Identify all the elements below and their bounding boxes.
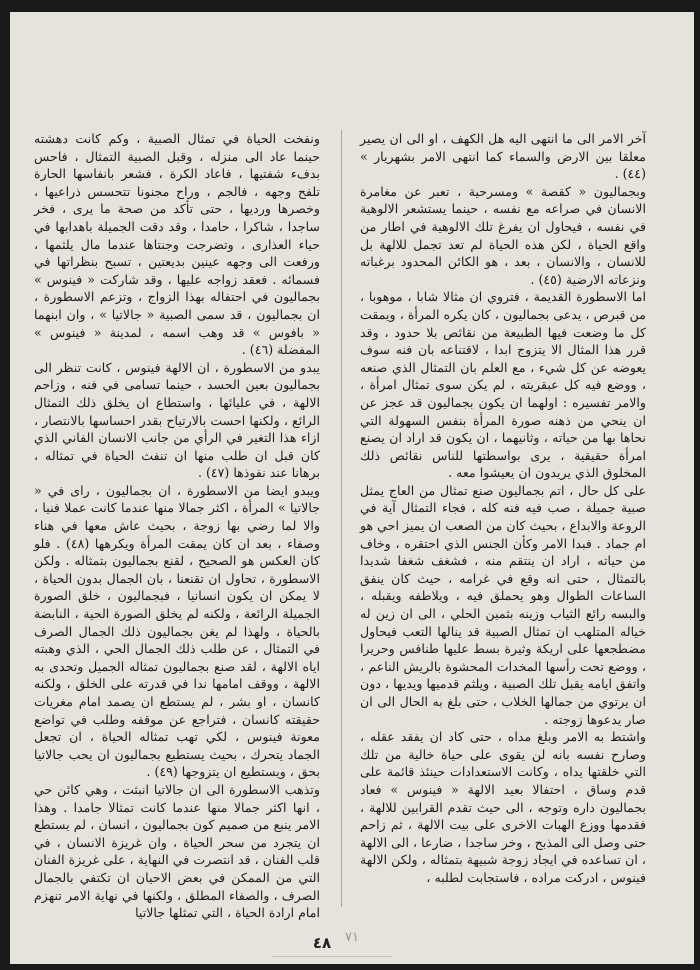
paragraph: على كل حال ، اتم بجماليون صنع تمثال من العاج يمثل صبية جميلة ، صب فيه فنه كله ، فجاء التمثال آية في الروعة والابداع ، بحيث كان من الصعب ان يميز احي هو ام جماد . فبدا الامر وكأن الجنس الذي احتقره ، وخاف من حياته ، اراد ان ينتقم منه ، فشغف شغفا شديدا بالتمثال ، حتى انه وقع في غرامه ، حيث كان ينفق الساعات الطوال وهو يحملق فيه ، ويلاطفه ويقبله ، والبسه رائع الثياب وزينه بثمين الحلي ، الى ان زين له خياله المتلهب ان تمثال الصبية قد ينالها التعب فيحاول مضطجعها على اريكة وثيرة بسط عليها طنافس وحريرا ، ووضع تحت رأسها المخدات المحشوة بالريش الناعم ، واتفق ايامه يقبل تلك الصبية ، ويلثم قدميها ويديها ، دون ان يرتوي من جمالها الخلاب ، حتى بلغ به الحال الى ان صار يدعوها زوجته . xyxy=(360,482,646,727)
paragraph: اما الاسطورة القديمة ، فتروي ان مثالا شابا ، موهوبا ، من قبرص ، يدعى بجماليون ، كان يكره المرأة ، ويمقت كل ما وضعت فيها الطبيعة من نقائص بلا حدود ، وقد قرر هذا المثال الا يتزوج ابدا ، لاقتناعه بان فنه سوف يعوضه عن كل شيء ، مع العلم بان التمثال الذي صنعه ، ووضع فيه كل عبقريته ، لم يكن سوى تمثال امرأة ، والامر تفسيره : اولهما ان يكون بجماليون قد عجز عن ان ينحي من ذهنه صورة المرأة بنفس السهولة التي نحاها بها من حياته ، وثانيهما ، ان يكون قد اراد ان يصنع امرأة حقيقية ، يرى بواسطتها للناس نقائص ذلك المخلوق الذي يريدون ان يعيشوا معه . xyxy=(360,289,646,481)
book-page xyxy=(10,12,694,964)
paragraph: وتذهب الاسطورة الى ان جالاتيا انبثت ، وهي كائن حي ، انها اكثر جمالا منها عندما كانت تمثالا جامدا . وهذا الامر ينبع من صميم كون بجماليون ، انسان ، لم يستطع ان يتجرد من سحر الحياة ، وان غريزة الانسان ، في قلب الفنان ، قد انتصرت في النهاية ، على غريزة الفنان التي من الممكن في بعض الاحيان ان تكتفي بالجمال الصرف ، والصفاء المطلق ، ولكنها في نهاية الامر تنهزم امام ارادة الحياة ، التي تمثلها جالاتيا xyxy=(34,781,320,921)
paragraph: وبجماليون « كقصة » ومسرحية ، تعبر عن مغامرة الانسان في صراعه مع نفسه ، حينما يستشعر الالوهية في نفسه ، فيحاول ان يفرغ تلك الالوهية في اطار من واقع الحياة ، لكن هذه الحياة لم تعد تجمل للالهة بل للانسان ، والانسان ، بعد ، هو الكائن المحدود برغباته ونزعاته الارضية (٤٥) . xyxy=(360,183,646,287)
paragraph: يبدو من الاسطورة ، ان الالهة فينوس ، كانت تنظر الى بجماليون بعين الحسد ، حينما تسامى في فنه ، وزاحم الالهة ، في عليائها ، واستطاع ان يخلق ذلك التمثال الرائع ، ولكنها احست بالارتياح بقدر احساسها بالانتصار ، ازاء هذا التغير في الرأي من جانب الانسان الفاني الذي كان قبل ان طلب منها ان تنفث الحياة في تمثاله ، برهانا عند نفوذها (٤٧) . xyxy=(34,359,320,481)
paragraph: واشتط به الامر وبلغ مداه ، حتى كاد ان يفقد عقله ، وصارح نفسه بانه لن يقوى على حياة خالية من تلك التي خلقتها يداه ، وكانت الاستعدادات حينئذ قائمة على قدم وساق ، احتفالا بعيد الالهة « فينوس » فعاد بجماليون داره وتوجه ، الى حيث تقدم القرابين للالهة ، فقدمها ووزع الهبات الاخرى على بيت الالهة ، ثم زاحم حتى وصل الى المذبح ، وخر ساجدا ، ضارعا ، الى الالهة ، ان تساعده في ايجاد زوجة شبيهة بتمثاله ، ولكن الالهة فينوس ، ادركت مراده ، فاستجابت لطلبه ، xyxy=(360,729,646,885)
faint-page-number: ٧١ xyxy=(345,930,359,945)
left-text-column xyxy=(34,130,320,922)
paragraph: ونفخت الحياة في تمثال الصبية ، وكم كانت دهشته حينما عاد الى منزله ، وقبل الصبية التمثال ، فاحس بدفء شفتيها ، فاعاد الكرة ، فشعر بانفاسها الحارة تلفح وجهه ، فالجم ، وراح مجنونا تتحسس ذراعيها ، وخصرها ورديها ، حتى تأكد من صحة ما يرى ، فخر ساجدا ، شاكرا ، حامدا ، وقد دقت الجميلة باهدابها في حياء العذارى ، وتضرجت وجنتاها عندما مال يلثمها ، ورفعت الى وجهه عينين بديعتين ، تسبح بنظراتها في فسمائه . فعقد زواجه عليها ، وقد شاركت « فينوس » بجماليون في احتفاله بهذا الزواج ، وتزعم الاسطورة ، ان بجماليون ، قد سمى الصبية « جالاتيا » ، وان ابنهما « بافوس » قد وهب اسمه ، لمدينة « فينوس » المفضلة (٤٦) . xyxy=(34,131,320,358)
page-number: ٤٨ xyxy=(312,934,332,952)
paragraph: ويبدو ايضا من الاسطورة ، ان بجماليون ، راى في « جالاتيا » المرأة ، اكثر جمالا منها عندما كانت عملا فنيا ، والا لما رضي بها زوجة ، بحيث عاش معها في هناء وصفاء ، بعد ان كان يمقت المرأة ويكرهها (٤٨) . فلو كان العكس هو الصحيح ، لقنع بجماليون بتمثاله . ولكن الاسطورة ، تحاول ان تقنعنا ، بان الجمال بدون الحياة ، لا يمكن ان يكون انسانيا ، فبجماليون ، خلق الصورة الجميلة الرائعة ، ولكنه لم يخلق الصورة الحية ، النابضة بالحياة ، ولهذا لم يغن بجماليون ذلك الجمال الصرف في التمثال ، عن طلب ذلك الجمال الحي ، الذي وهبته اياه الالهة ، لقد صنع بجماليون تمثاله الجميل وتحدى به الالهة ، ووقف امامها ندا في قدرته على الخلق ، ولكنه كانسان ، او بشر ، لم يستطع ان يصمد امام مغريات حقيقته كانسان ، فتراجع عن موقفه وطلب في تواضع معونة فينوس ، لكي تهب تمثاله الحياة ، ان تجعل الجماد يتحرك ، بحيث يستطيع بجماليون ان يحب جالاتيا بحق ، ويستطيع ان يتزوجها (٤٩) . xyxy=(34,482,320,780)
right-text-column xyxy=(360,130,646,887)
column-divider xyxy=(341,130,342,907)
paragraph: آخر الامر الى ما انتهى اليه هل الكهف ، او الى ان يصير معلقا بين الارض والسماء كما انتهى الامر بشهريار » (٤٤) . xyxy=(360,131,646,182)
